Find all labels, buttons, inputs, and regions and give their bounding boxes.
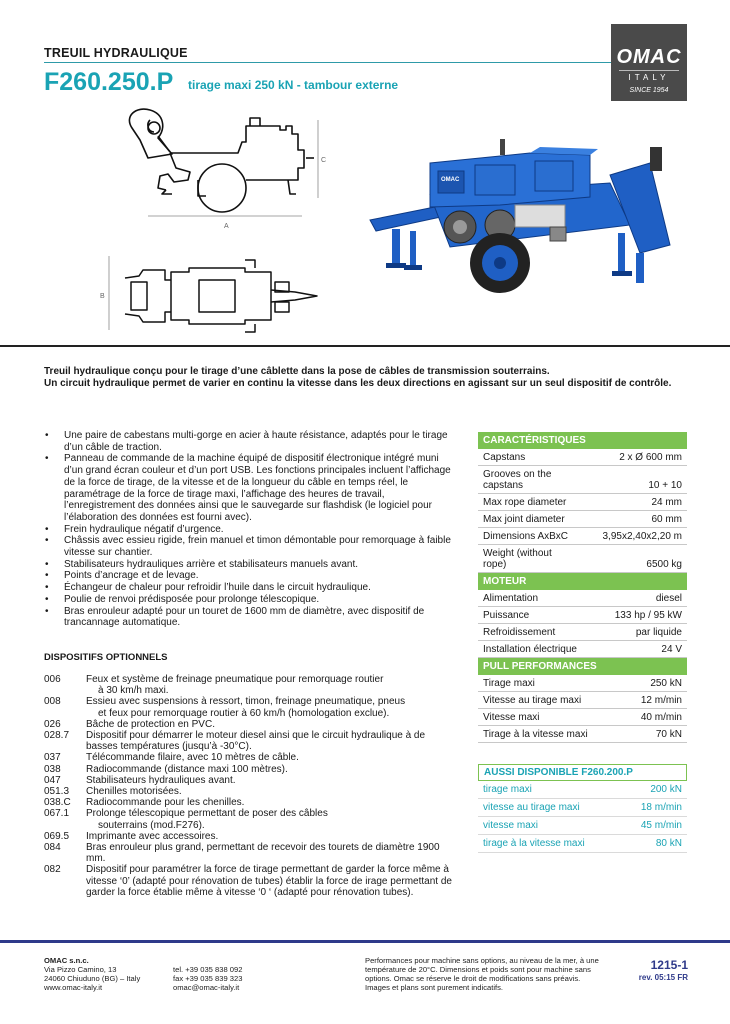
feature-list bbox=[44, 430, 458, 629]
company-address-1: Via Pizzo Camino, 13 bbox=[44, 965, 117, 974]
spec-row: Max joint diameter 60 mm bbox=[478, 511, 687, 528]
doc-revision: rev. 05:15 FR bbox=[638, 973, 688, 982]
company-address-2: 24060 Chiuduno (BG) – Italy bbox=[44, 974, 141, 983]
logo-since: SINCE 1954 bbox=[629, 87, 669, 94]
option-code: 037 bbox=[44, 752, 61, 764]
spec-row: Puissance 133 hp / 95 kW bbox=[478, 607, 687, 624]
feature-item: • Bras enrouleur adapté pour un touret de 1600 mm de diamètre, avec dispositif de trancannage automatique. bbox=[44, 606, 458, 629]
company-website[interactable]: www.omac-italy.it bbox=[44, 983, 103, 992]
footer-contacts bbox=[173, 965, 242, 992]
spec-row: Weight (without rope) 6500 kg bbox=[478, 545, 687, 573]
option-row bbox=[44, 808, 459, 830]
document-number bbox=[618, 958, 688, 982]
spec-row: Tirage à la vitesse maxi 70 kN bbox=[478, 726, 687, 743]
feature-item: • Frein hydraulique négatif d’urgence. bbox=[44, 524, 458, 536]
spec-table bbox=[478, 432, 687, 743]
photo-logo-text: OMAC bbox=[441, 177, 460, 183]
option-row bbox=[44, 764, 459, 775]
product-subtitle: tirage maxi 250 kN - tambour externe bbox=[188, 78, 399, 92]
spec-row: Alimentation diesel bbox=[478, 590, 687, 607]
feature-item: • Poulie de renvoi prédisposée pour prolonge télescopique. bbox=[44, 594, 458, 606]
option-row bbox=[44, 864, 459, 898]
option-text: Prolonge télescopique permettant de poser des câbles souterrains (mod.F276). bbox=[86, 808, 328, 831]
company-fax: fax +39 035 839 323 bbox=[173, 974, 243, 983]
option-code: 051.3 bbox=[44, 786, 70, 798]
company-name: OMAC s.n.c. bbox=[44, 956, 89, 965]
machine-photo bbox=[350, 135, 695, 310]
option-text: Télécommande filaire, avec 10 mètres de câble. bbox=[86, 752, 299, 764]
also-row: vitesse au tirage maxi 18 m/min bbox=[478, 799, 687, 817]
dim-label-b: B bbox=[100, 293, 105, 300]
spec-row: Vitesse maxi 40 m/min bbox=[478, 709, 687, 726]
header-rule bbox=[44, 62, 686, 63]
option-row bbox=[44, 775, 459, 786]
option-code: 067.1 bbox=[44, 808, 70, 820]
intro-text bbox=[44, 366, 694, 390]
option-text: Bâche de protection en PVC. bbox=[86, 718, 215, 730]
side-view-drawing bbox=[110, 98, 340, 233]
doc-number: 1215-1 bbox=[650, 958, 688, 972]
option-text: Dispositif pour paramétrer la force de tirage permettant de garder la force même à vitesse ‘0’ (adapté pour rénovation de tubes) établir la force de irage permettant de garder la force établie même à vitesse ‘0 ‘ (adapté pour rénovation tubes). bbox=[86, 864, 452, 898]
option-text: Radiocommande (distance maxi 100 mètres). bbox=[86, 763, 288, 775]
dim-label-c: C bbox=[321, 157, 327, 164]
option-code: 069.5 bbox=[44, 830, 70, 842]
option-code: 028.7 bbox=[44, 730, 70, 742]
also-available-heading: AUSSI DISPONIBLE F260.200.P bbox=[478, 764, 687, 781]
option-row bbox=[44, 842, 459, 864]
option-code: 026 bbox=[44, 718, 61, 730]
footer-disclaimer: Performances pour machine sans options, au niveau de la mer, à une température de 20°C. Dimensions et poids sont pour machine sans options. Omac se réserve le droit de modifications sans préavis. Images et plans sont purement indicatifs. bbox=[365, 956, 599, 992]
options-heading: DISPOSITIFS OPTIONNELS bbox=[44, 652, 168, 663]
intro-line: Treuil hydraulique conçu pour le tirage d’une câblette dans la pose de câbles de transmission souterrains. bbox=[44, 366, 550, 377]
option-text: Bras enrouleur plus grand, permettant de recevoir des tourets de diamètre 1900 mm. bbox=[86, 842, 440, 865]
also-available-table bbox=[478, 764, 687, 853]
feature-item: • Stabilisateurs hydrauliques arrière et stabilisateurs manuels avant. bbox=[44, 559, 458, 571]
option-row bbox=[44, 719, 459, 730]
spec-row: Grooves on the capstans 10 + 10 bbox=[478, 466, 687, 494]
option-code: 038 bbox=[44, 763, 61, 775]
option-row bbox=[44, 730, 459, 752]
option-text: Imprimante avec accessoires. bbox=[86, 830, 219, 842]
dim-label-a: A bbox=[224, 223, 229, 230]
spec-row: Tirage maxi 250 kN bbox=[478, 675, 687, 692]
feature-item: • Échangeur de chaleur pour refroidir l’huile dans le circuit hydraulique. bbox=[44, 582, 458, 594]
intro-line: Un circuit hydraulique permet de varier en continu la vitesse dans les deux directions en agissant sur un seul dispositif de contrôle. bbox=[44, 378, 672, 389]
top-view-drawing bbox=[95, 250, 330, 335]
option-row bbox=[44, 797, 459, 808]
company-phone: tel. +39 035 838 092 bbox=[173, 965, 243, 974]
option-code: 006 bbox=[44, 674, 61, 685]
product-title: F260.250.P bbox=[44, 68, 174, 96]
spec-row: Refroidissement par liquide bbox=[478, 624, 687, 641]
option-row bbox=[44, 831, 459, 842]
spec-section-characteristics: CARACTÉRISTIQUES bbox=[478, 432, 687, 449]
footer-company bbox=[44, 956, 140, 992]
company-email[interactable]: omac@omac-italy.it bbox=[173, 983, 240, 992]
feature-item: • Une paire de cabestans multi-gorge en acier à haute résistance, adaptés pour le tirage d’un câble de traction. bbox=[44, 430, 458, 453]
section-divider bbox=[0, 345, 730, 347]
option-text: Radiocommande pour les chenilles. bbox=[86, 797, 245, 809]
option-code: 038.C bbox=[44, 797, 71, 809]
option-row bbox=[44, 752, 459, 763]
spec-section-engine: MOTEUR bbox=[478, 573, 687, 590]
logo-divider bbox=[619, 70, 679, 71]
option-text: Feux et système de freinage pneumatique pour remorquage routier à 30 km/h maxi. bbox=[86, 674, 384, 697]
option-row bbox=[44, 674, 459, 696]
spec-section-pull: PULL PERFORMANCES bbox=[478, 658, 687, 675]
spec-row: Vitesse au tirage maxi 12 m/min bbox=[478, 692, 687, 709]
footer-divider bbox=[0, 940, 730, 943]
option-code: 047 bbox=[44, 774, 61, 786]
option-row bbox=[44, 696, 459, 718]
logo-country: ITALY bbox=[628, 73, 670, 82]
option-text: Chenilles motorisées. bbox=[86, 786, 182, 798]
omac-logo bbox=[611, 24, 687, 101]
also-row: tirage à la vitesse maxi 80 kN bbox=[478, 835, 687, 853]
spec-row: Installation électrique 24 V bbox=[478, 641, 687, 658]
option-text: Essieu avec suspensions à ressort, timon, freinage pneumatique, pneus et feux pour remorquage routier à 60 km/h (homologation exclue). bbox=[86, 696, 406, 719]
logo-brand: OMAC bbox=[616, 46, 682, 68]
also-row: vitesse maxi 45 m/min bbox=[478, 817, 687, 835]
feature-item: • Panneau de commande de la machine équipé de dispositif électronique intégré muni d’un grand écran couleur et d’un port USB. Les fonctions principales incluent l’affichage de la force de tirage, de la vitesse et de la longueur du câble en temps réel, le paramétrage de la force de tirage maxi, l’affichage des heures de travail, l’enregistrement des données ainsi que le sauvegarde sur flashdisk (le logiciel pour l’élaboration des données est fourni avec). bbox=[44, 453, 458, 523]
option-code: 082 bbox=[44, 864, 61, 876]
option-code: 008 bbox=[44, 696, 61, 708]
feature-item: • Points d’ancrage et de levage. bbox=[44, 570, 458, 582]
option-code: 084 bbox=[44, 842, 61, 854]
spec-row: Max rope diameter 24 mm bbox=[478, 494, 687, 511]
option-text: Stabilisateurs hydrauliques avant. bbox=[86, 774, 236, 786]
feature-item: • Châssis avec essieu rigide, frein manuel et timon démontable pour remorquage à faible vitesse sur chantier. bbox=[44, 535, 458, 558]
option-text: Dispositif pour démarrer le moteur diesel ainsi que le circuit hydraulique à de basses températures (jusqu’à -30°C). bbox=[86, 730, 426, 753]
spec-row: Capstans 2 x Ø 600 mm bbox=[478, 449, 687, 466]
also-row: tirage maxi 200 kN bbox=[478, 781, 687, 799]
document-kicker: TREUIL HYDRAULIQUE bbox=[44, 46, 188, 60]
option-row bbox=[44, 786, 459, 797]
spec-row: Dimensions AxBxC 3,95x2,40x2,20 m bbox=[478, 528, 687, 545]
options-list bbox=[44, 674, 459, 898]
